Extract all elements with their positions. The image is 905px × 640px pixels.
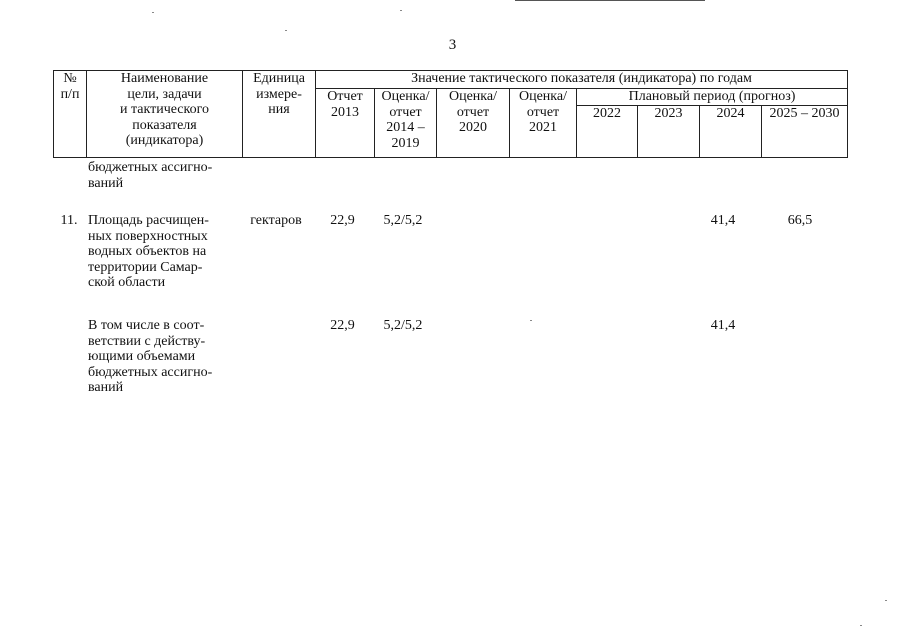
row-sub-estimate-2014-2019: 5,2/5,2 (383, 318, 423, 333)
header-estimate-2020: Оценка/ отчет 2020 (437, 89, 510, 158)
row-sub-name: В том числе в соот- ветствии с действу- ющими объемами бюджетных ассигно- ваний (88, 318, 213, 395)
row-11-num: 11. (60, 213, 78, 228)
header-planned-period: Плановый период (прогноз) (577, 89, 848, 106)
header-values-title: Значение тактического показателя (индикатора) по годам (316, 71, 848, 89)
row-sub-year-2024: 41,4 (710, 318, 736, 333)
header-estimate-2014-2019: Оценка/ отчет 2014 – 2019 (375, 89, 437, 158)
top-rule (515, 0, 705, 1)
row-11-year-2024: 41,4 (710, 213, 736, 228)
scan-speck (400, 10, 402, 11)
header-name: Наименование цели, задачи и тактического показателя (индикатора) (87, 71, 243, 158)
header-year-2025-2030: 2025 – 2030 (762, 106, 848, 158)
page-number: 3 (448, 37, 457, 53)
header-report-2013: Отчет 2013 (316, 89, 375, 158)
header-unit: Единица измере- ния (243, 71, 316, 158)
scan-speck (860, 625, 862, 626)
scan-speck (152, 12, 154, 13)
header-num: № п/п (54, 71, 87, 158)
header-year-2023: 2023 (638, 106, 700, 158)
scan-speck (885, 600, 887, 601)
row-sub-report-2013: 22,9 (330, 318, 355, 333)
continuation-name: бюджетных ассигно- ваний (88, 160, 213, 191)
indicator-table-header (53, 70, 848, 158)
row-11-name: Площадь расчищен- ных поверхностных водных объектов на территории Самар- ской области (88, 213, 209, 290)
header-year-2024: 2024 (700, 106, 762, 158)
row-11-report-2013: 22,9 (330, 213, 355, 228)
scan-speck (530, 320, 532, 321)
row-11-estimate-2014-2019: 5,2/5,2 (383, 213, 423, 228)
header-estimate-2021: Оценка/ отчет 2021 (510, 89, 577, 158)
scan-speck (285, 30, 287, 31)
row-11-unit: гектаров (250, 213, 302, 228)
row-11-year-2025-2030: 66,5 (787, 213, 813, 228)
header-year-2022: 2022 (577, 106, 638, 158)
